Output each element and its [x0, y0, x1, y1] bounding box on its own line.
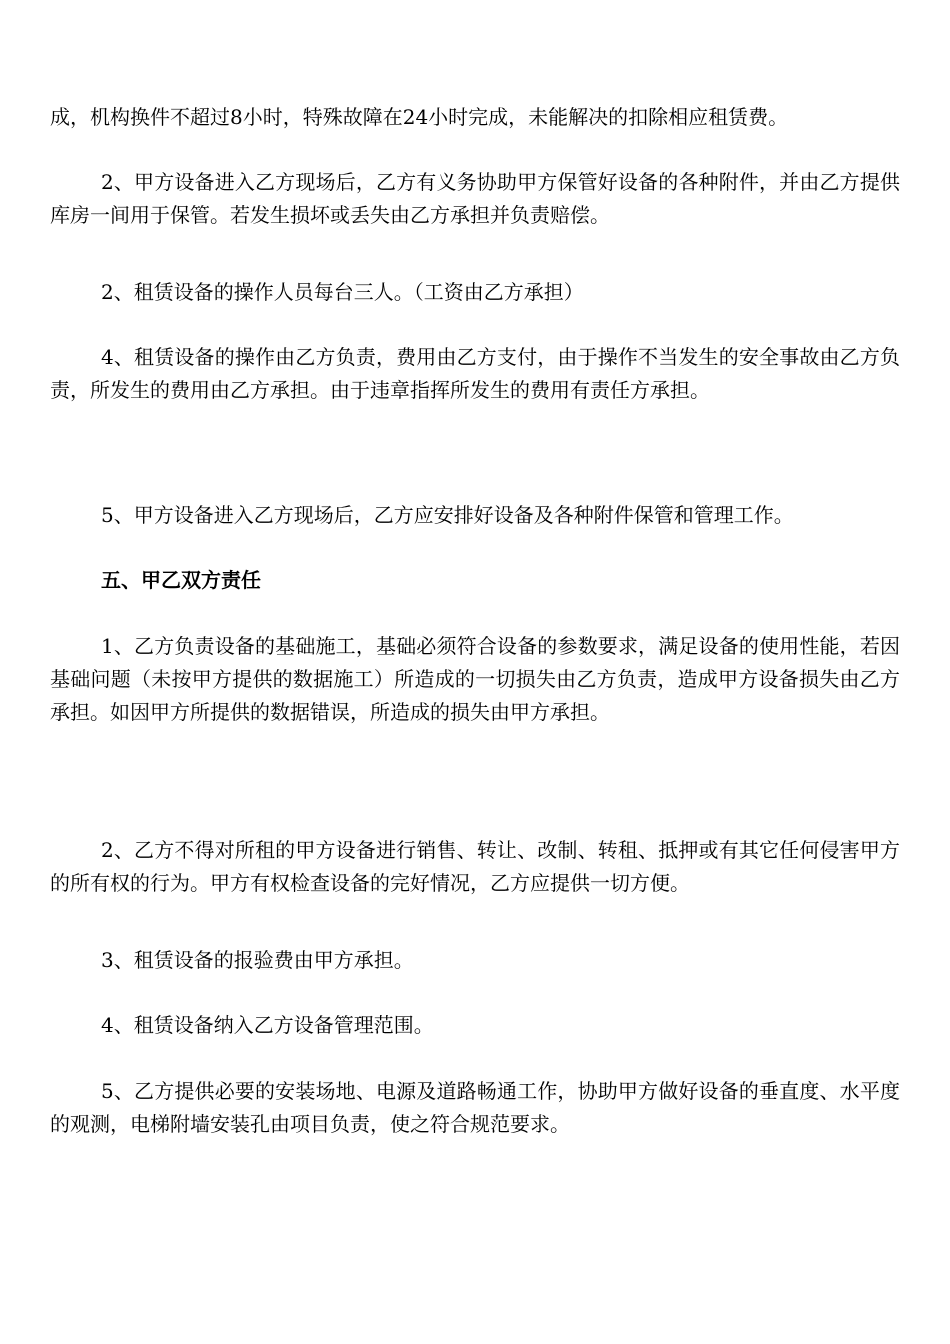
paragraph-resp-2-ownership: 2、乙方不得对所租的甲方设备进行销售、转让、改制、转租、抵押或有其它任何侵害甲方的所有权的行为。甲方有权检查设备的完好情况，乙方应提供一切方便。: [50, 838, 900, 895]
paragraph-resp-5-installation-site: 5、乙方提供必要的安装场地、电源及道路畅通工作，协助甲方做好设备的垂直度、水平度的观测，电梯附墙安装孔由项目负责，使之符合规范要求。: [50, 1079, 900, 1136]
section-heading: 五、甲乙双方责任: [101, 568, 261, 592]
paragraph-resp-3-inspection-fee: 3、租赁设备的报验费由甲方承担。: [101, 948, 414, 972]
paragraph-continuation: 成，机构换件不超过8小时，特殊故障在24小时完成，未能解决的扣除相应租赁费。: [50, 105, 789, 129]
paragraph-item-2-operators: 2、租赁设备的操作人员每台三人。（工资由乙方承担）: [101, 280, 584, 304]
paragraph-item-4-operation: 4、租赁设备的操作由乙方负责，费用由乙方支付，由于操作不当发生的安全事故由乙方负责，所发生的费用由乙方承担。由于违章指挥所发生的费用有责任方承担。: [50, 345, 900, 402]
paragraph-resp-1-foundation: 1、乙方负责设备的基础施工，基础必须符合设备的参数要求，满足设备的使用性能，若因基础问题（未按甲方提供的数据施工）所造成的一切损失由乙方负责，造成甲方设备损失由乙方承担。如因甲方所提供的数据错误，所造成的损失由甲方承担。: [50, 634, 900, 724]
paragraph-item-5-management: 5、甲方设备进入乙方现场后，乙方应安排好设备及各种附件保管和管理工作。: [101, 503, 794, 527]
paragraph-resp-4-management-scope: 4、租赁设备纳入乙方设备管理范围。: [101, 1013, 434, 1037]
paragraph-item-2-storage: 2、甲方设备进入乙方现场后，乙方有义务协助甲方保管好设备的各种附件，并由乙方提供库房一间用于保管。若发生损坏或丢失由乙方承担并负责赔偿。: [50, 170, 900, 227]
